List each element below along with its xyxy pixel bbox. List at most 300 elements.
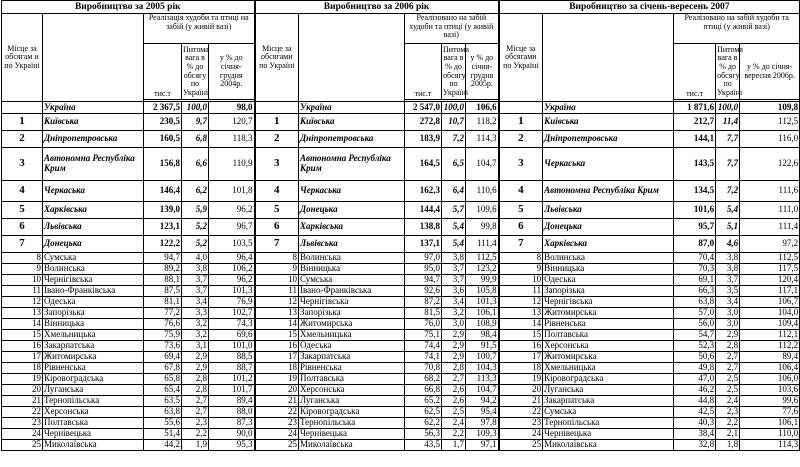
share-cell: 1,7 <box>442 440 466 451</box>
tons-cell: 144,1 <box>674 131 716 148</box>
pct-cell: 91,5 <box>466 341 499 352</box>
pct-cell: 97,2 <box>740 236 800 253</box>
share-cell: 5,2 <box>182 219 209 236</box>
region-name-cell: Автономна Республіка Крим <box>43 148 144 181</box>
region-name-cell: Львівська <box>543 202 674 219</box>
tons-cell: 65,2 <box>405 396 442 407</box>
pct-cell: 118,3 <box>209 131 255 148</box>
rank-cell: 3 <box>255 148 299 181</box>
rank-cell <box>255 102 299 114</box>
region-name-cell: Луганська <box>299 396 405 407</box>
pct-cell: 95,4 <box>466 407 499 418</box>
tons-cell: 183,9 <box>405 131 442 148</box>
share-cell: 3,0 <box>442 319 466 330</box>
table-row <box>2 363 800 374</box>
share-cell: 2,9 <box>442 352 466 363</box>
rank-cell: 9 <box>499 264 543 275</box>
table-row-top <box>2 181 800 202</box>
table-row-top <box>2 148 800 181</box>
share-cell: 9,7 <box>182 114 209 131</box>
rank-cell: 11 <box>2 286 43 297</box>
region-name-cell: Полтавська <box>299 374 405 385</box>
share-cell: 5,9 <box>182 202 209 219</box>
pct-cell: 109,4 <box>740 319 800 330</box>
pct-cell: 88,0 <box>209 407 255 418</box>
pct-cell: 111,6 <box>740 181 800 202</box>
region-name-cell: Житомирська <box>299 319 405 330</box>
pct-cell: 101,3 <box>466 297 499 308</box>
pct-cell: 112,2 <box>740 341 800 352</box>
tons-cell: 87,2 <box>405 297 442 308</box>
share-cell: 2,2 <box>442 429 466 440</box>
place-header-2007: Місце за обсягами по Україні <box>499 14 543 102</box>
share-cell: 7,7 <box>716 131 740 148</box>
tons-cell: 95,0 <box>405 264 442 275</box>
pct-header-2005: у % до січня-грудня 2004р. <box>209 44 255 100</box>
region-name-cell: Тернопільська <box>543 418 674 429</box>
rank-cell: 24 <box>255 429 299 440</box>
pct-cell: 106,1 <box>740 418 800 429</box>
share-cell: 2,7 <box>442 374 466 385</box>
share-cell: 3,4 <box>442 297 466 308</box>
tons-header-2007: тис.т <box>674 44 716 100</box>
tons-cell: 63,8 <box>144 407 182 418</box>
rank-cell: 23 <box>255 418 299 429</box>
other-regions-body <box>2 253 800 451</box>
rank-cell: 10 <box>499 275 543 286</box>
pct-cell: 74,3 <box>209 319 255 330</box>
rank-cell: 17 <box>2 352 43 363</box>
pct-header-2006: у % до січня-грудня 2005р. <box>466 44 499 100</box>
region-name-cell: Черкаська <box>43 181 144 202</box>
tons-cell: 32,8 <box>674 440 716 451</box>
table-row <box>2 385 800 396</box>
share-cell: 5,7 <box>442 202 466 219</box>
share-cell: 2,9 <box>182 352 209 363</box>
region-name-cell: Кіровоградська <box>543 374 674 385</box>
share-cell: 2,8 <box>182 385 209 396</box>
table-row <box>2 396 800 407</box>
tons-cell: 52,3 <box>674 341 716 352</box>
rank-cell: 23 <box>2 418 43 429</box>
share-cell: 5,1 <box>716 219 740 236</box>
pct-cell: 98,0 <box>209 102 255 114</box>
pct-cell: 88,7 <box>209 363 255 374</box>
table-row-top <box>2 114 800 131</box>
pct-cell: 106,7 <box>740 297 800 308</box>
rank-cell: 7 <box>499 236 543 253</box>
region-name-cell: Волинська <box>543 253 674 264</box>
share-cell: 2,9 <box>442 341 466 352</box>
table-row <box>2 407 800 418</box>
rank-cell: 19 <box>499 374 543 385</box>
tons-cell: 47,0 <box>674 374 716 385</box>
rank-cell: 21 <box>255 396 299 407</box>
tons-cell: 75,1 <box>405 330 442 341</box>
table-row <box>2 429 800 440</box>
pct-cell: 89,4 <box>209 396 255 407</box>
share-cell: 5,4 <box>442 236 466 253</box>
region-name-cell: Харківська <box>299 219 405 236</box>
table-row <box>2 352 800 363</box>
region-name-cell: Україна <box>543 102 674 114</box>
rank-cell: 25 <box>2 440 43 451</box>
tons-cell: 44,2 <box>144 440 182 451</box>
region-name-cell: Одеська <box>43 297 144 308</box>
share-cell: 3,7 <box>442 264 466 275</box>
tons-cell: 156,8 <box>144 148 182 181</box>
tons-cell: 88,1 <box>144 275 182 286</box>
place-header-2006: Місце за обсягами по Україні <box>255 14 299 102</box>
region-name-cell: Київська <box>43 114 144 131</box>
share-cell: 3,2 <box>182 319 209 330</box>
pct-cell: 96,2 <box>209 275 255 286</box>
share-cell: 6,2 <box>182 181 209 202</box>
pct-cell: 97,8 <box>466 418 499 429</box>
table-row-top <box>2 202 800 219</box>
table-row <box>2 264 800 275</box>
tons-cell: 43,5 <box>405 440 442 451</box>
tons-cell: 76,0 <box>405 319 442 330</box>
pct-cell: 120,4 <box>740 275 800 286</box>
region-name-cell: Хмельницька <box>543 363 674 374</box>
share-cell: 2,8 <box>182 374 209 385</box>
tons-cell: 94,7 <box>405 275 442 286</box>
tons-cell: 70,4 <box>674 253 716 264</box>
tons-cell: 75,9 <box>144 330 182 341</box>
region-name-cell: Закарпатська <box>543 396 674 407</box>
region-name-cell: Чернівецька <box>543 429 674 440</box>
table-row <box>2 253 800 264</box>
rank-cell: 22 <box>255 407 299 418</box>
share-cell: 100,0 <box>442 102 466 114</box>
pct-cell: 108,9 <box>466 319 499 330</box>
rank-cell: 11 <box>255 286 299 297</box>
name-header-2005 <box>43 14 144 102</box>
share-cell: 3,0 <box>716 319 740 330</box>
tons-cell: 69,1 <box>674 275 716 286</box>
rank-cell: 10 <box>2 275 43 286</box>
rank-cell: 15 <box>2 330 43 341</box>
rank-cell: 22 <box>499 407 543 418</box>
table-row <box>2 319 800 330</box>
share-cell: 2,2 <box>716 418 740 429</box>
pct-cell: 98,4 <box>466 330 499 341</box>
rank-cell: 14 <box>2 319 43 330</box>
share-cell: 2,7 <box>182 396 209 407</box>
tons-cell: 50,6 <box>674 352 716 363</box>
tons-cell: 46,2 <box>674 385 716 396</box>
pct-cell: 97,1 <box>466 440 499 451</box>
pct-cell: 96,2 <box>209 202 255 219</box>
rank-cell: 21 <box>499 396 543 407</box>
share-cell: 2,8 <box>716 341 740 352</box>
region-name-cell: Київська <box>299 114 405 131</box>
table-row <box>2 341 800 352</box>
share-cell: 3,5 <box>716 286 740 297</box>
pct-cell: 96,7 <box>209 219 255 236</box>
pct-cell: 101,7 <box>209 385 255 396</box>
tons-cell: 122,2 <box>144 236 182 253</box>
share-header-2007: Питома вага в % до обсягу по Україні <box>716 44 740 100</box>
rank-cell: 3 <box>499 148 543 181</box>
share-cell: 2,4 <box>442 418 466 429</box>
tons-cell: 81,5 <box>405 308 442 319</box>
tons-cell: 74,1 <box>405 352 442 363</box>
share-cell: 7,2 <box>442 131 466 148</box>
share-cell: 2,6 <box>442 385 466 396</box>
share-cell: 10,7 <box>442 114 466 131</box>
region-name-cell: Миколаївська <box>43 440 144 451</box>
rank-cell: 9 <box>255 264 299 275</box>
pct-cell: 104,3 <box>466 363 499 374</box>
tons-cell: 76,6 <box>144 319 182 330</box>
pct-cell: 112,5 <box>466 253 499 264</box>
region-name-cell: Львівська <box>43 219 144 236</box>
rank-cell: 15 <box>499 330 543 341</box>
region-name-cell: Чернівецька <box>43 429 144 440</box>
share-cell: 1,9 <box>182 440 209 451</box>
share-cell: 3,7 <box>182 275 209 286</box>
region-name-cell: Рівненська <box>299 363 405 374</box>
tons-cell: 56,3 <box>405 429 442 440</box>
realized-header-2007: Реалізовано на забій худоби та птиці (у живій вазі) <box>674 14 800 44</box>
pct-cell: 99,8 <box>466 219 499 236</box>
region-name-cell: Дніпропетровська <box>43 131 144 148</box>
share-cell: 3,8 <box>442 253 466 264</box>
region-name-cell: Полтавська <box>43 418 144 429</box>
tons-cell: 63,8 <box>674 297 716 308</box>
region-name-cell: Тернопільська <box>43 396 144 407</box>
rank-cell: 8 <box>499 253 543 264</box>
region-name-cell: Миколаївська <box>299 440 405 451</box>
tons-cell: 68,2 <box>405 374 442 385</box>
rank-cell: 20 <box>2 385 43 396</box>
share-cell: 3,6 <box>442 286 466 297</box>
pct-cell: 109,8 <box>740 102 800 114</box>
table-row <box>2 297 800 308</box>
region-name-cell: Вінницька <box>299 264 405 275</box>
tons-cell: 74,4 <box>405 341 442 352</box>
region-name-cell: Сумська <box>543 407 674 418</box>
tons-cell: 40,3 <box>674 418 716 429</box>
pct-cell: 110,0 <box>740 429 800 440</box>
region-name-cell: Україна <box>299 102 405 114</box>
pct-cell: 112,5 <box>740 114 800 131</box>
share-cell: 3,8 <box>182 264 209 275</box>
pct-cell: 114,3 <box>466 131 499 148</box>
region-name-cell: Кіровоградська <box>299 407 405 418</box>
pct-cell: 117,1 <box>740 286 800 297</box>
pct-cell: 104,7 <box>466 385 499 396</box>
tons-cell: 81,1 <box>144 297 182 308</box>
region-name-cell: Одеська <box>299 341 405 352</box>
share-cell: 2,9 <box>442 330 466 341</box>
pct-cell: 101,2 <box>209 374 255 385</box>
tons-cell: 146,4 <box>144 181 182 202</box>
share-cell: 5,4 <box>442 219 466 236</box>
share-header-2006: Питома вага в % до обсягу по Україні <box>442 44 466 100</box>
pct-cell: 116,0 <box>740 131 800 148</box>
rank-cell: 6 <box>499 219 543 236</box>
region-name-cell: Запорізька <box>543 286 674 297</box>
table-row-top <box>2 219 800 236</box>
tons-header-2006: тис.т <box>405 44 442 100</box>
pct-cell: 112,1 <box>740 330 800 341</box>
pct-cell: 99,9 <box>466 275 499 286</box>
region-name-cell: Дніпропетровська <box>543 131 674 148</box>
pct-cell: 69,6 <box>209 330 255 341</box>
region-name-cell: Харківська <box>43 202 144 219</box>
tons-cell: 77,2 <box>144 308 182 319</box>
share-cell: 5,4 <box>716 202 740 219</box>
rank-cell: 16 <box>2 341 43 352</box>
rank-cell: 5 <box>499 202 543 219</box>
pct-cell: 110,9 <box>209 148 255 181</box>
rank-cell: 6 <box>255 219 299 236</box>
rank-cell: 15 <box>255 330 299 341</box>
tons-cell: 69,4 <box>144 352 182 363</box>
tons-cell: 87,5 <box>144 286 182 297</box>
tons-cell: 160,5 <box>144 131 182 148</box>
top-regions-body <box>2 102 800 253</box>
rank-cell: 13 <box>255 308 299 319</box>
tons-cell: 65,8 <box>144 374 182 385</box>
pct-cell: 77,6 <box>740 407 800 418</box>
pct-cell: 114,3 <box>740 440 800 451</box>
pct-cell: 106,2 <box>209 264 255 275</box>
pct-cell: 101,0 <box>209 341 255 352</box>
region-name-cell: Волинська <box>299 253 405 264</box>
share-cell: 4,6 <box>716 236 740 253</box>
share-cell: 11,4 <box>716 114 740 131</box>
region-name-cell: Сумська <box>299 275 405 286</box>
region-name-cell: Чернігівська <box>543 297 674 308</box>
tons-cell: 44,8 <box>674 396 716 407</box>
share-cell: 3,8 <box>716 253 740 264</box>
section-2007-title: Виробництво за січень-вересень 2007 <box>499 1 800 14</box>
place-header-2005: Місце за обсягам и по Україні <box>2 14 43 102</box>
pct-cell: 110,6 <box>466 181 499 202</box>
tons-cell: 65,4 <box>144 385 182 396</box>
pct-cell: 95,3 <box>209 440 255 451</box>
share-cell: 2,8 <box>442 363 466 374</box>
region-name-cell: Львівська <box>299 236 405 253</box>
tons-cell: 63,5 <box>144 396 182 407</box>
rank-cell: 25 <box>255 440 299 451</box>
rank-cell: 4 <box>255 181 299 202</box>
tons-cell: 101,6 <box>674 202 716 219</box>
name-header-2006 <box>299 14 405 102</box>
section-2005-title: Виробництво за 2005 рік <box>2 1 255 14</box>
tons-cell: 230,5 <box>144 114 182 131</box>
share-cell: 2,4 <box>716 396 740 407</box>
rank-cell: 17 <box>499 352 543 363</box>
table-row-ukraine-total <box>2 102 800 114</box>
tons-cell: 38,4 <box>674 429 716 440</box>
pct-cell: 111,4 <box>466 236 499 253</box>
share-cell: 3,2 <box>182 330 209 341</box>
tons-cell: 70,8 <box>405 363 442 374</box>
rank-cell: 4 <box>2 181 43 202</box>
share-cell: 6,4 <box>442 181 466 202</box>
pct-cell: 102,7 <box>209 308 255 319</box>
rank-cell: 24 <box>499 429 543 440</box>
rank-cell: 3 <box>2 148 43 181</box>
rank-cell: 25 <box>499 440 543 451</box>
share-cell: 2,5 <box>716 374 740 385</box>
pct-cell: 104,0 <box>740 308 800 319</box>
pct-cell: 96,4 <box>209 253 255 264</box>
rank-cell: 18 <box>255 363 299 374</box>
table-header <box>2 1 800 102</box>
rank-cell: 17 <box>255 352 299 363</box>
rank-cell: 5 <box>255 202 299 219</box>
region-name-cell: Чернігівська <box>299 297 405 308</box>
rank-cell: 12 <box>499 297 543 308</box>
region-name-cell: Чернівецька <box>299 429 405 440</box>
share-cell: 2,7 <box>182 407 209 418</box>
realized-header-2006: Реалізовано на забій худоби та птиці (у живій вазі) <box>405 14 499 44</box>
realized-header-2005: Реалізація худоби та птиці на забій (у живій вазі) <box>144 14 255 44</box>
region-name-cell: Житомирська <box>43 352 144 363</box>
tons-cell: 134,5 <box>674 181 716 202</box>
pct-cell: 101,3 <box>209 286 255 297</box>
tons-cell: 56,0 <box>674 319 716 330</box>
tons-cell: 42,5 <box>674 407 716 418</box>
table-row <box>2 308 800 319</box>
pct-cell: 104,7 <box>466 148 499 181</box>
tons-cell: 164,5 <box>405 148 442 181</box>
region-name-cell: Автономна Республіка Крим <box>543 181 674 202</box>
tons-cell: 54,7 <box>674 330 716 341</box>
tons-cell: 123,1 <box>144 219 182 236</box>
region-name-cell: Вінницька <box>43 319 144 330</box>
tons-cell: 51,4 <box>144 429 182 440</box>
rank-cell <box>499 102 543 114</box>
rank-cell: 6 <box>2 219 43 236</box>
tons-cell: 62,2 <box>405 418 442 429</box>
region-name-cell: Тернопільська <box>299 418 405 429</box>
rank-cell: 16 <box>499 341 543 352</box>
pct-cell: 88,5 <box>209 352 255 363</box>
pct-cell: 101,8 <box>209 181 255 202</box>
region-name-cell: Полтавська <box>543 330 674 341</box>
share-cell: 3,0 <box>716 308 740 319</box>
tons-cell: 139,0 <box>144 202 182 219</box>
share-cell: 2,3 <box>182 418 209 429</box>
rank-cell: 20 <box>255 385 299 396</box>
pct-cell: 90,0 <box>209 429 255 440</box>
rank-cell: 8 <box>2 253 43 264</box>
pct-cell: 106,4 <box>740 363 800 374</box>
region-name-cell: Луганська <box>543 385 674 396</box>
table-row <box>2 286 800 297</box>
region-name-cell: Волинська <box>43 264 144 275</box>
tons-cell: 49,8 <box>674 363 716 374</box>
rank-cell: 2 <box>499 131 543 148</box>
region-name-cell: Миколаївська <box>543 440 674 451</box>
table-row <box>2 440 800 451</box>
tons-cell: 89,2 <box>144 264 182 275</box>
pct-cell: 106,6 <box>466 102 499 114</box>
rank-cell: 18 <box>2 363 43 374</box>
tons-cell: 73,6 <box>144 341 182 352</box>
pct-cell: 123,2 <box>466 264 499 275</box>
tons-cell: 144,4 <box>405 202 442 219</box>
pct-cell: 111,0 <box>740 202 800 219</box>
share-cell: 2,7 <box>716 352 740 363</box>
